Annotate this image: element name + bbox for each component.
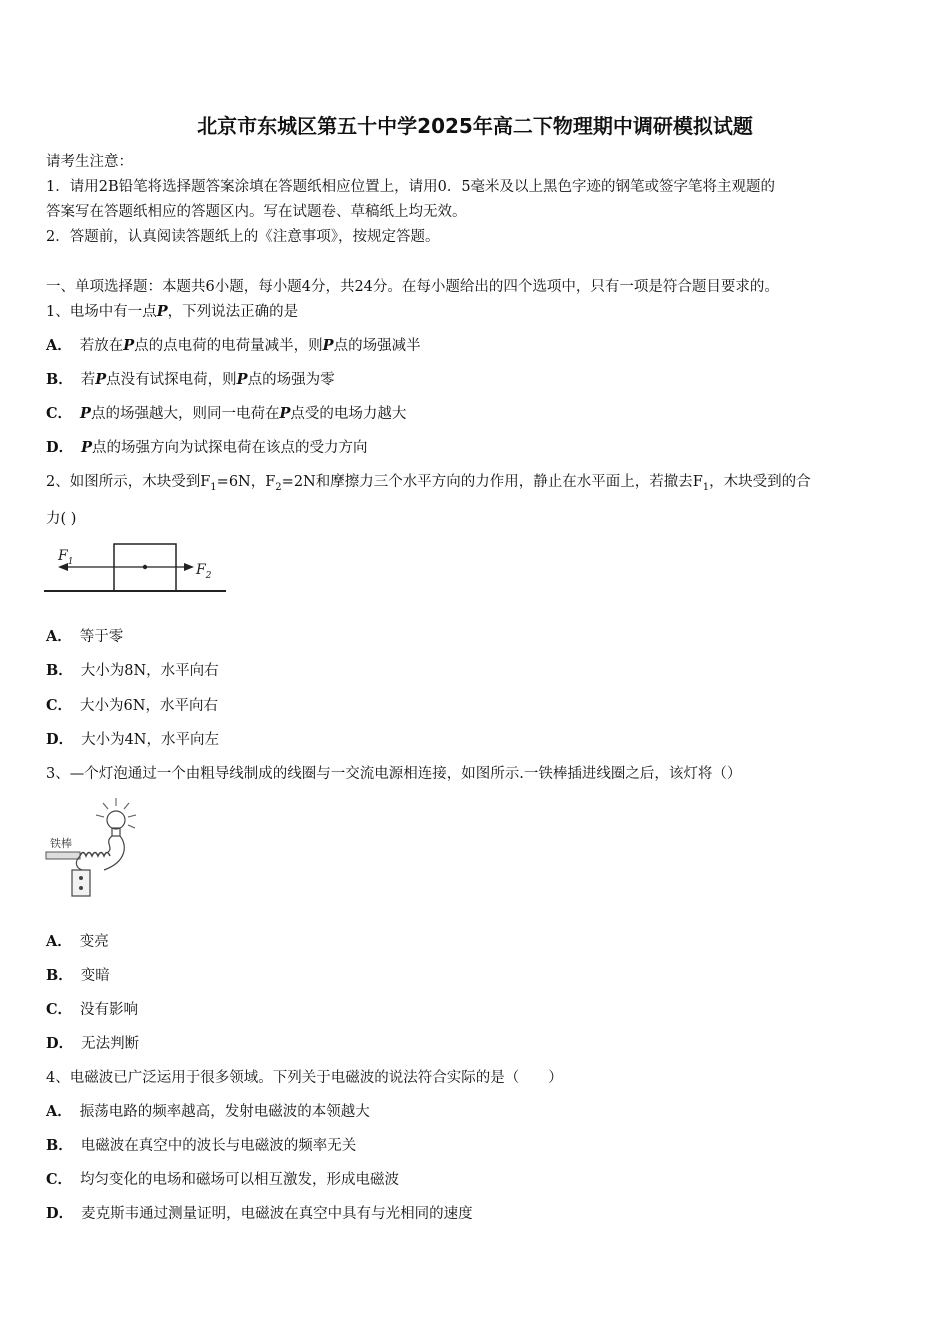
q4-option-d[interactable]: [46, 1204, 473, 1224]
option-letter: D．: [46, 731, 74, 748]
option-letter: C．: [46, 1001, 73, 1018]
option-text: 大小为6N，水平向右: [80, 698, 218, 714]
notice-item-1-line-1: 1．请用2B铅笔将选择题答案涂填在答题纸相应位置上，请用0．5毫米及以上黑色字迹的钢笔或签字笔将主观题的: [46, 179, 776, 195]
question-2-stem-line-1: [46, 472, 811, 498]
option-text: 点的点电荷的电荷量减半，则: [134, 338, 323, 354]
option-text: 点的场强减半: [333, 338, 421, 354]
subscript: 1: [210, 481, 217, 493]
socket-hole: [79, 886, 83, 890]
ac-source: [72, 870, 90, 896]
subscript: 2: [275, 481, 282, 493]
q4-option-c[interactable]: [46, 1170, 399, 1190]
q1-option-c[interactable]: [46, 404, 406, 424]
option-letter: A．: [46, 337, 72, 354]
option-letter: D．: [46, 1035, 74, 1052]
option-point: P: [80, 405, 91, 422]
f2-arrowhead: [184, 563, 194, 571]
q4-option-b[interactable]: [46, 1136, 356, 1156]
option-letter: B．: [46, 1137, 73, 1154]
option-letter: B．: [46, 967, 73, 984]
q2-stem-part: =6N，F: [216, 474, 276, 490]
question-3-stem: 3、—个灯泡通过一个由粗导线制成的线圈与一交流电源相连接，如图所示.一铁棒插进线圈之后，该灯将（）: [46, 766, 742, 782]
q3-option-c[interactable]: [46, 1000, 138, 1020]
q3-circuit-diagram: [44, 792, 144, 904]
option-letter: B．: [46, 662, 73, 679]
option-text: 点的场强越大，则同一电荷在: [90, 406, 280, 422]
option-text: 点的场强为零: [247, 372, 335, 388]
q2-option-c[interactable]: [46, 696, 218, 716]
option-point: P: [95, 371, 107, 388]
option-letter: D．: [46, 439, 74, 456]
subscript: 1: [702, 481, 710, 493]
iron-rod: [46, 852, 80, 859]
f2-label: [195, 562, 212, 581]
option-text: 变暗: [80, 968, 110, 984]
q4-option-a[interactable]: [46, 1102, 370, 1122]
q1-stem-part: 1、电场中有一点: [46, 304, 157, 320]
option-point: P: [322, 337, 334, 354]
q2-option-a[interactable]: [46, 627, 123, 647]
page-title: 北京市东城区第五十中学2025年高二下物理期中调研模拟试题: [197, 114, 753, 138]
q1-stem-point: P: [156, 303, 168, 320]
option-text: 没有影响: [80, 1002, 139, 1018]
option-text: 变亮: [79, 934, 109, 950]
q3-option-d[interactable]: [46, 1034, 139, 1054]
option-text: 大小为8N，水平向右: [80, 663, 219, 679]
q3-option-b[interactable]: [46, 966, 110, 986]
wire-lamp-to-coil: [108, 836, 112, 852]
question-4-stem: 4、电磁波已广泛运用于很多领域。下列关于电磁波的说法符合实际的是（ ）: [46, 1070, 563, 1086]
option-text: 若放在: [79, 338, 124, 354]
label-main: F: [58, 548, 68, 564]
label-sub: 1: [67, 557, 74, 567]
question-2-stem-line-2: 力( ): [46, 511, 77, 527]
q2-force-diagram: [44, 540, 234, 598]
label-sub: 2: [205, 571, 212, 581]
option-letter: C．: [46, 1171, 73, 1188]
option-letter: D．: [46, 1205, 74, 1222]
option-text: 若: [80, 372, 96, 388]
option-text: 大小为4N，水平向左: [81, 732, 219, 748]
bulb-rays-icon: [96, 798, 136, 828]
option-text: 振荡电路的频率越高，发射电磁波的本领越大: [79, 1104, 370, 1120]
label-main: F: [196, 562, 206, 578]
option-letter: A．: [46, 933, 72, 950]
coil-icon: [80, 853, 110, 857]
option-point: P: [236, 371, 248, 388]
q3-option-a[interactable]: [46, 932, 109, 952]
q2-option-d[interactable]: [46, 730, 219, 750]
socket-hole: [79, 876, 83, 880]
option-letter: B．: [46, 371, 73, 388]
option-point: P: [279, 405, 291, 422]
notice-heading: 请考生注意：: [46, 154, 133, 170]
f1-arrowhead: [58, 563, 68, 571]
q2-stem-part: 2、如图所示，木块受到F: [46, 474, 211, 490]
option-letter: C．: [46, 405, 73, 422]
option-text: 无法判断: [81, 1036, 140, 1052]
option-text: 点受的电场力越大: [290, 406, 407, 422]
option-letter: C．: [46, 697, 73, 714]
notice-item-1-line-2: 答案写在答题纸相应的答题区内。写在试题卷、草稿纸上均无效。: [46, 204, 467, 220]
option-text: 均匀变化的电场和磁场可以相互激发，形成电磁波: [80, 1172, 400, 1188]
option-point: P: [123, 337, 135, 354]
question-1-stem: [46, 302, 298, 322]
notice-item-2: 2．答题前，认真阅读答题纸上的《注意事项》，按规定答题。: [46, 229, 440, 245]
option-letter: A．: [46, 628, 72, 645]
iron-rod-label: 铁棒: [50, 837, 72, 850]
option-text: 点的场强方向为试探电荷在该点的受力方向: [91, 440, 368, 456]
q1-option-a[interactable]: [46, 336, 421, 356]
q1-option-d[interactable]: [46, 438, 367, 458]
option-letter: A．: [46, 1103, 72, 1120]
section-heading: 一、单项选择题：本题共6小题，每小题4分，共24分。在每小题给出的四个选项中，只有一项是符合题目要求的。: [46, 279, 779, 295]
lightbulb-icon: [107, 811, 125, 829]
q1-option-b[interactable]: [46, 370, 335, 390]
q2-option-b[interactable]: [46, 661, 219, 681]
option-text: 等于零: [79, 629, 124, 645]
option-text: 电磁波在真空中的波长与电磁波的频率无关: [80, 1138, 357, 1154]
option-text: 点没有试探电荷，则: [106, 372, 237, 388]
q2-stem-part: =2N和摩擦力三个水平方向的力作用，静止在水平面上，若撤去F: [281, 474, 703, 490]
q2-stem-part: ，木块受到的合: [709, 474, 811, 490]
option-point: P: [81, 439, 92, 456]
option-text: 麦克斯韦通过测量证明，电磁波在真空中具有与光相同的速度: [81, 1206, 473, 1222]
q1-stem-part: ，下列说法正确的是: [167, 304, 299, 320]
